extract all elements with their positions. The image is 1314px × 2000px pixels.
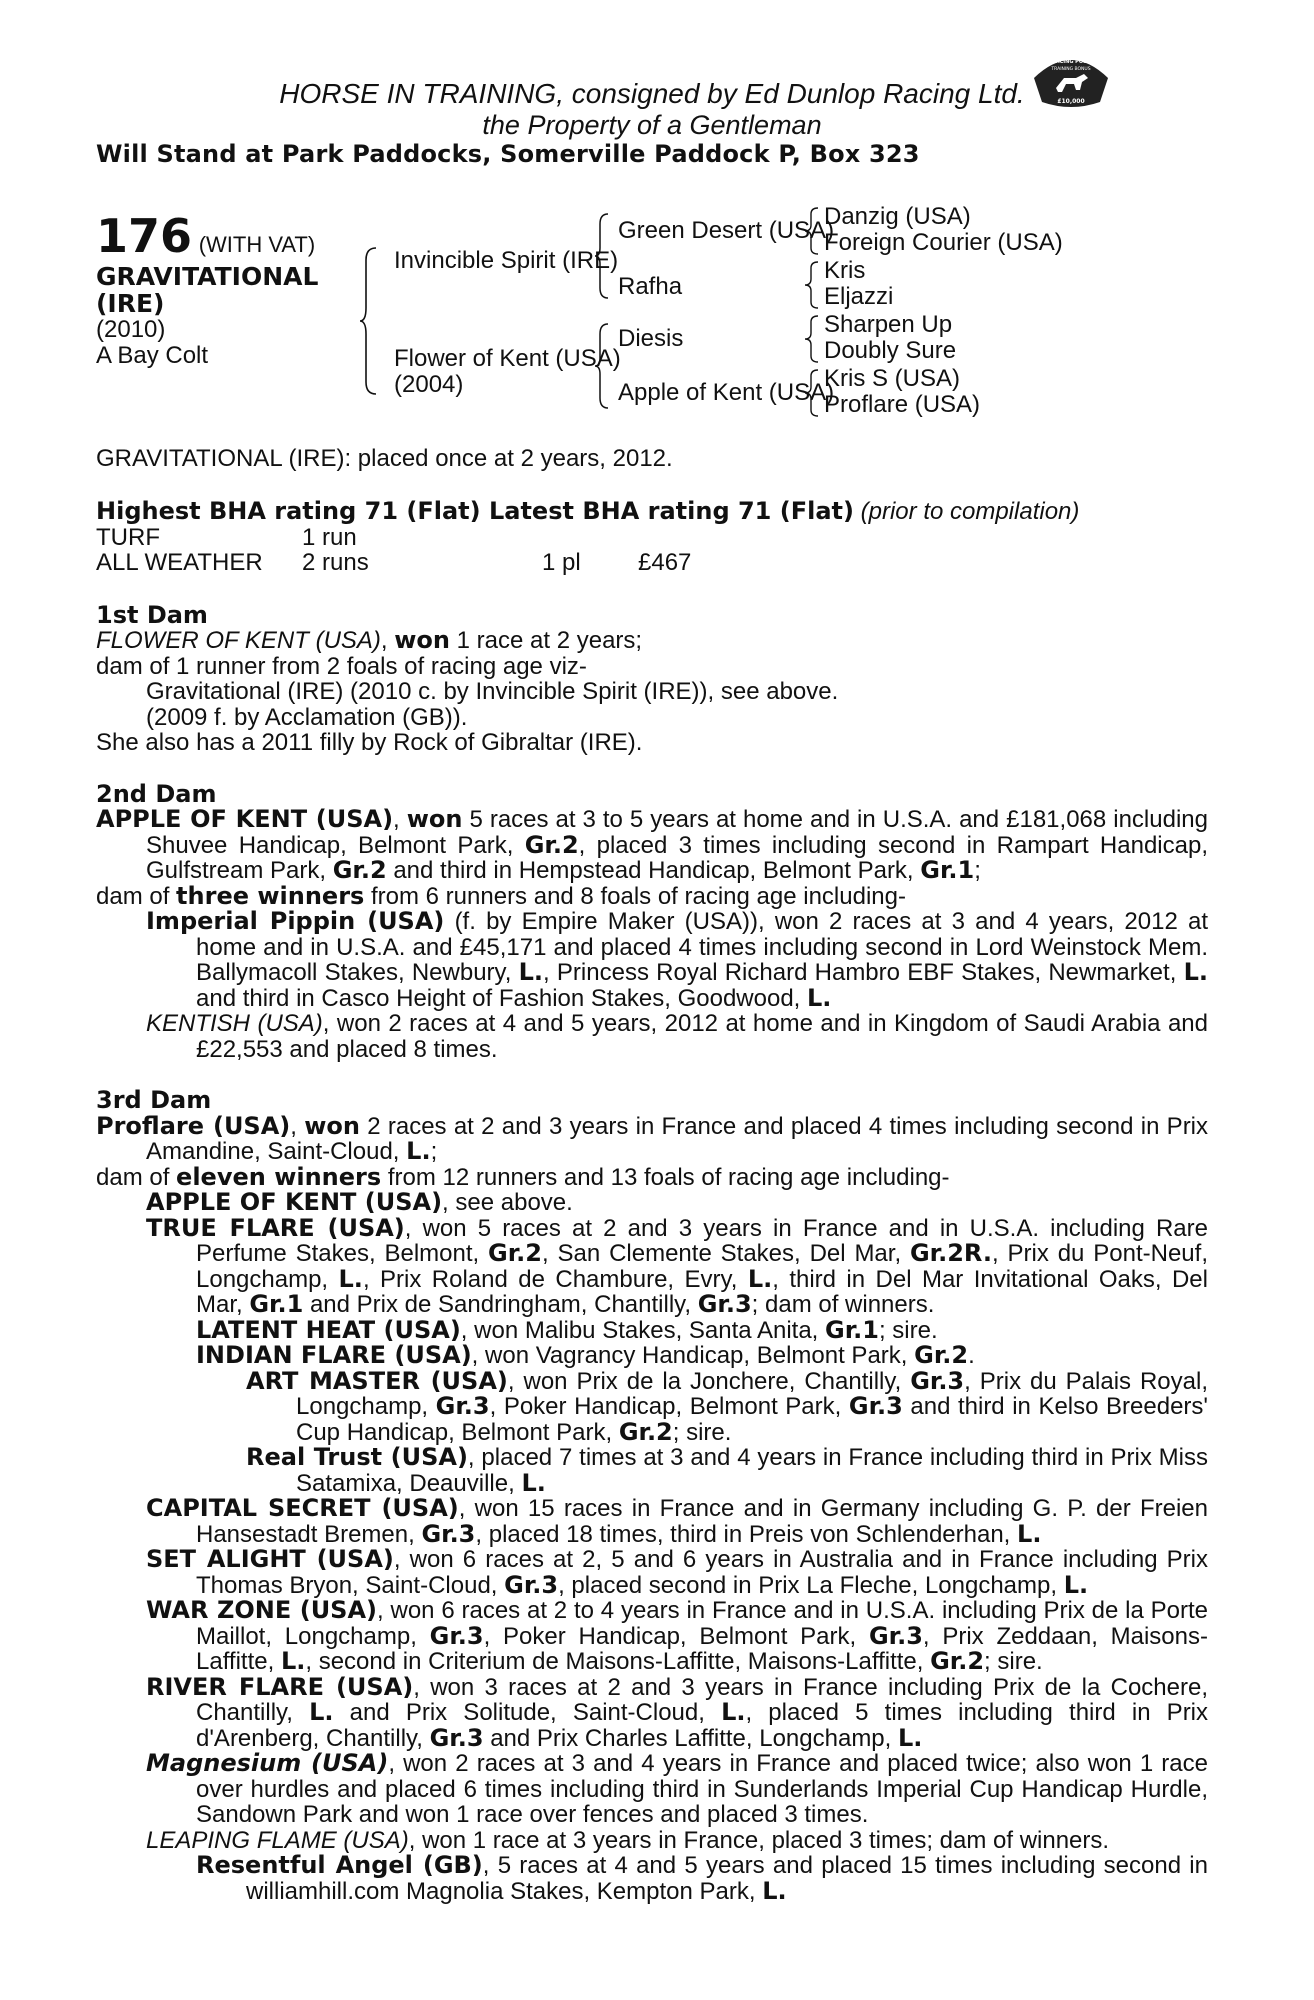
aw-prize: £467	[638, 548, 692, 576]
grandson-art-master: ART MASTER (USA), won Prix de la Jonchere, Chantilly, Gr.3, Prix du Palais Royal, Longchamp, Gr.3, Poker Handicap, Belmont Park, Gr.3 and third in Kelso Breeders' Cup Handicap, Belmont Park, Gr.2; sire.	[246, 1366, 1209, 1446]
vat-note: (WITH VAT)	[198, 231, 316, 257]
third-dam-foal-magnesium: Magnesium (USA), won 2 races at 3 and 4 years in France and placed twice; also won 1 race over hurdles and placed 6 times including third in Sunderlands Imperial Cup Handicap Hurdle, Sandown Park and won 1 race over fences and placed 3 times.	[146, 1749, 1208, 1828]
first-dam-note: She also has a 2011 filly by Rock of Gibraltar (IRE).	[96, 729, 643, 756]
ggp-brace-3	[804, 314, 820, 364]
first-dam-produce: dam of 1 runner from 2 foals of racing age viz-	[96, 652, 587, 680]
second-dam-foal-kentish: KENTISH (USA), won 2 races at 4 and 5 years, 2012 at home and in Kingdom of Saudi Arabia and £22,553 and placed 8 times.	[146, 1010, 1208, 1063]
aw-placed: 1 pl	[542, 548, 581, 576]
rating-block	[96, 499, 1208, 577]
third-dam-foal-apple-of-kent: APPLE OF KENT (USA), see above.	[146, 1188, 573, 1216]
horse-name: GRAVITATIONAL	[96, 261, 319, 291]
third-dam-heading: 3rd Dam	[96, 1086, 212, 1114]
stand-location: Will Stand at Park Paddocks, Somerville Paddock P, Box 323	[96, 140, 920, 168]
first-dam-won: won	[394, 626, 450, 654]
sire-sire: Green Desert (USA)	[618, 216, 835, 244]
foaling-year: (2010)	[96, 315, 166, 343]
dam-sire: Diesis	[618, 324, 684, 352]
pedigree-block	[96, 202, 1208, 432]
ggp-brace-4	[804, 368, 820, 418]
horse-description: A Bay Colt	[96, 341, 209, 369]
third-dam-foal-capital-secret: CAPITAL SECRET (USA), won 15 races in France and in Germany including G. P. der Freien Hansestadt Bremen, Gr.3, placed 18 times, third in Preis von Schlenderhan, L.	[146, 1494, 1208, 1548]
first-dam-section: 1st Dam FLOWER OF KENT (USA), won 1 race at 2 years; dam of 1 runner from 2 foals of racing age viz- Gravitational (IRE) (2010 c. by Invincible Spirit (IRE)), see above. (2009 f. by Acclamation (GB)). She also has a 2011 filly by Rock of Gibraltar (IRE).	[96, 603, 1208, 756]
dam-parents-brace	[594, 322, 610, 410]
sire-dam-brace	[358, 246, 378, 396]
ggp-7: Kris S (USA)	[824, 364, 961, 392]
ggp-6: Doubly Sure	[824, 336, 957, 364]
grandson-latent-heat: LATENT HEAT (USA), won Malibu Stakes, Santa Anita, Gr.1; sire.	[196, 1315, 938, 1344]
rating-text: Highest BHA rating 71 (Flat) Latest BHA rating 71 (Flat)	[96, 497, 854, 525]
aw-label: ALL WEATHER	[96, 548, 263, 576]
header-line-1: HORSE IN TRAINING, consigned by Ed Dunlop Racing Ltd.	[279, 78, 1025, 109]
logo-text-2: TRAINING BONUS	[1051, 67, 1091, 72]
first-dam-foal-2: (2009 f. by Acclamation (GB)).	[146, 703, 468, 731]
ggp-1: Danzig (USA)	[824, 202, 971, 230]
third-dam-foal-set-alight: SET ALIGHT (USA), won 6 races at 2, 5 and 6 years in Australia and in France including Prix Thomas Bryon, Saint-Cloud, Gr.3, placed second in Prix La Fleche, Longchamp, L.	[146, 1545, 1209, 1599]
third-dam-foal-war-zone: WAR ZONE (USA), won 6 races at 2 to 4 years in France and in U.S.A. including Prix de la Porte Maillot, Longchamp, Gr.3, Poker Handicap, Belmont Park, Gr.3, Prix Zeddaan, Maisons-Laffitte, L., second in Criterium de Maisons-Laffitte, Maisons-Laffitte, Gr.2; sire.	[146, 1596, 1208, 1675]
third-dam-foal-river-flare: RIVER FLARE (USA), won 3 races at 2 and 3 years in France including Prix de la Cochere, Chantilly, L. and Prix Solitude, Saint-Cloud, L., placed 5 times including third in Prix d'Arenberg, Chantilly, Gr.3 and Prix Charles Laffitte, Longchamp, L.	[146, 1672, 1209, 1752]
sire-dam: Rafha	[618, 272, 683, 300]
third-dam-section	[96, 1088, 1208, 1904]
sire: Invincible Spirit (IRE)	[394, 246, 619, 274]
first-dam-heading: 1st Dam	[96, 600, 208, 629]
second-dam-record: APPLE OF KENT (USA), won 5 races at 3 to 5 years at home and in U.S.A. and £181,068 including Shuvee Handicap, Belmont Park, Gr.2, placed 3 times including second in Rampart Handicap, Gulfstream Park, Gr.2 and third in Hempstead Handicap, Belmont Park, Gr.1;	[96, 805, 1209, 884]
turf-label: TURF	[96, 523, 160, 551]
sire-parents-brace	[594, 212, 610, 300]
ggp-brace-2	[804, 260, 820, 310]
grandson-real-trust: Real Trust (USA), placed 7 times at 3 and 4 years in France including third in Prix Miss Satamixa, Deauville, L.	[246, 1443, 1209, 1497]
lot-heading	[96, 208, 316, 263]
ggp-5: Sharpen Up	[824, 310, 953, 338]
first-dam-foal-1: Gravitational (IRE) (2010 c. by Invincible Spirit (IRE)), see above.	[146, 678, 839, 705]
dam-dam: Apple of Kent (USA)	[618, 378, 835, 406]
third-dam-foal-leaping-flame: LEAPING FLAME (USA), won 1 race at 3 years in France, placed 3 times; dam of winners.	[146, 1826, 1110, 1854]
catalogue-page	[96, 78, 1208, 1904]
race-summary: GRAVITATIONAL (IRE): placed once at 2 years, 2012.	[96, 444, 673, 472]
second-dam-foal-imperial-pippin: Imperial Pippin (USA) (f. by Empire Maker (USA)), won 2 races at 3 and 4 years, 2012 at home and in U.S.A. and £45,171 and placed 4 times including second in Lord Weinstock Mem. Ballymacoll Stakes, Newbury, L., Princess Royal Richard Hambro EBF Stakes, Newmarket, L. and third in Casco Height of Fashion Stakes, Goodwood, L.	[146, 907, 1208, 1012]
second-dam-produce: dam of three winners from 6 runners and 8 foals of racing age including-	[96, 881, 906, 910]
dam: Flower of Kent (USA)	[394, 344, 621, 372]
horse-name-country: (IRE)	[96, 288, 165, 318]
rating-note: (prior to compilation)	[860, 498, 1080, 525]
ggp-4: Eljazzi	[824, 282, 894, 310]
second-dam-section	[96, 779, 1209, 1063]
grandson-resentful-angel: Resentful Angel (GB), 5 races at 4 and 5 years and placed 15 times including second in williamhill.com Magnolia Stakes, Kempton Park, L.	[196, 1851, 1208, 1905]
first-dam-name: FLOWER OF KENT (USA)	[96, 627, 381, 654]
third-dam-foal-true-flare: TRUE FLARE (USA), won 5 races at 2 and 3 years in France and in U.S.A. including Rare Perfume Stakes, Belmont, Gr.2, San Clemente Stakes, Del Mar, Gr.2R., Prix du Pont-Neuf, Longchamp, L., Prix Roland de Chambure, Evry, L., third in Del Mar Invitational Oaks, Del Mar, Gr.1 and Prix de Sandringham, Chantilly, Gr.3; dam of winners.	[146, 1213, 1208, 1318]
ggp-8: Proflare (USA)	[824, 390, 981, 418]
first-dam-record: 1 race at 2 years;	[450, 627, 643, 654]
ggp-2: Foreign Courier (USA)	[824, 228, 1063, 256]
third-dam-produce: dam of eleven winners from 12 runners and 13 foals of racing age including-	[96, 1162, 950, 1191]
third-dam-record: Proflare (USA), won 2 races at 2 and 3 years in France and placed 4 times including second in Prix Amandine, Saint-Cloud, L.;	[96, 1111, 1209, 1165]
race-record	[96, 525, 1208, 577]
grandson-indian-flare: INDIAN FLARE (USA), won Vagrancy Handicap, Belmont Park, Gr.2.	[196, 1341, 975, 1369]
aw-runs: 2 runs	[302, 548, 369, 576]
logo-text-3: £10,000	[1057, 98, 1085, 105]
header-line-2: the Property of a Gentleman	[482, 110, 822, 140]
turf-runs: 1 run	[302, 523, 357, 551]
second-dam-heading: 2nd Dam	[96, 779, 217, 808]
ggp-brace-1	[804, 206, 820, 256]
dam-year: (2004)	[394, 370, 464, 398]
logo-text-1: RACING POST	[1051, 59, 1091, 65]
ggp-3: Kris	[824, 256, 866, 284]
lot-number: 176	[96, 208, 193, 263]
